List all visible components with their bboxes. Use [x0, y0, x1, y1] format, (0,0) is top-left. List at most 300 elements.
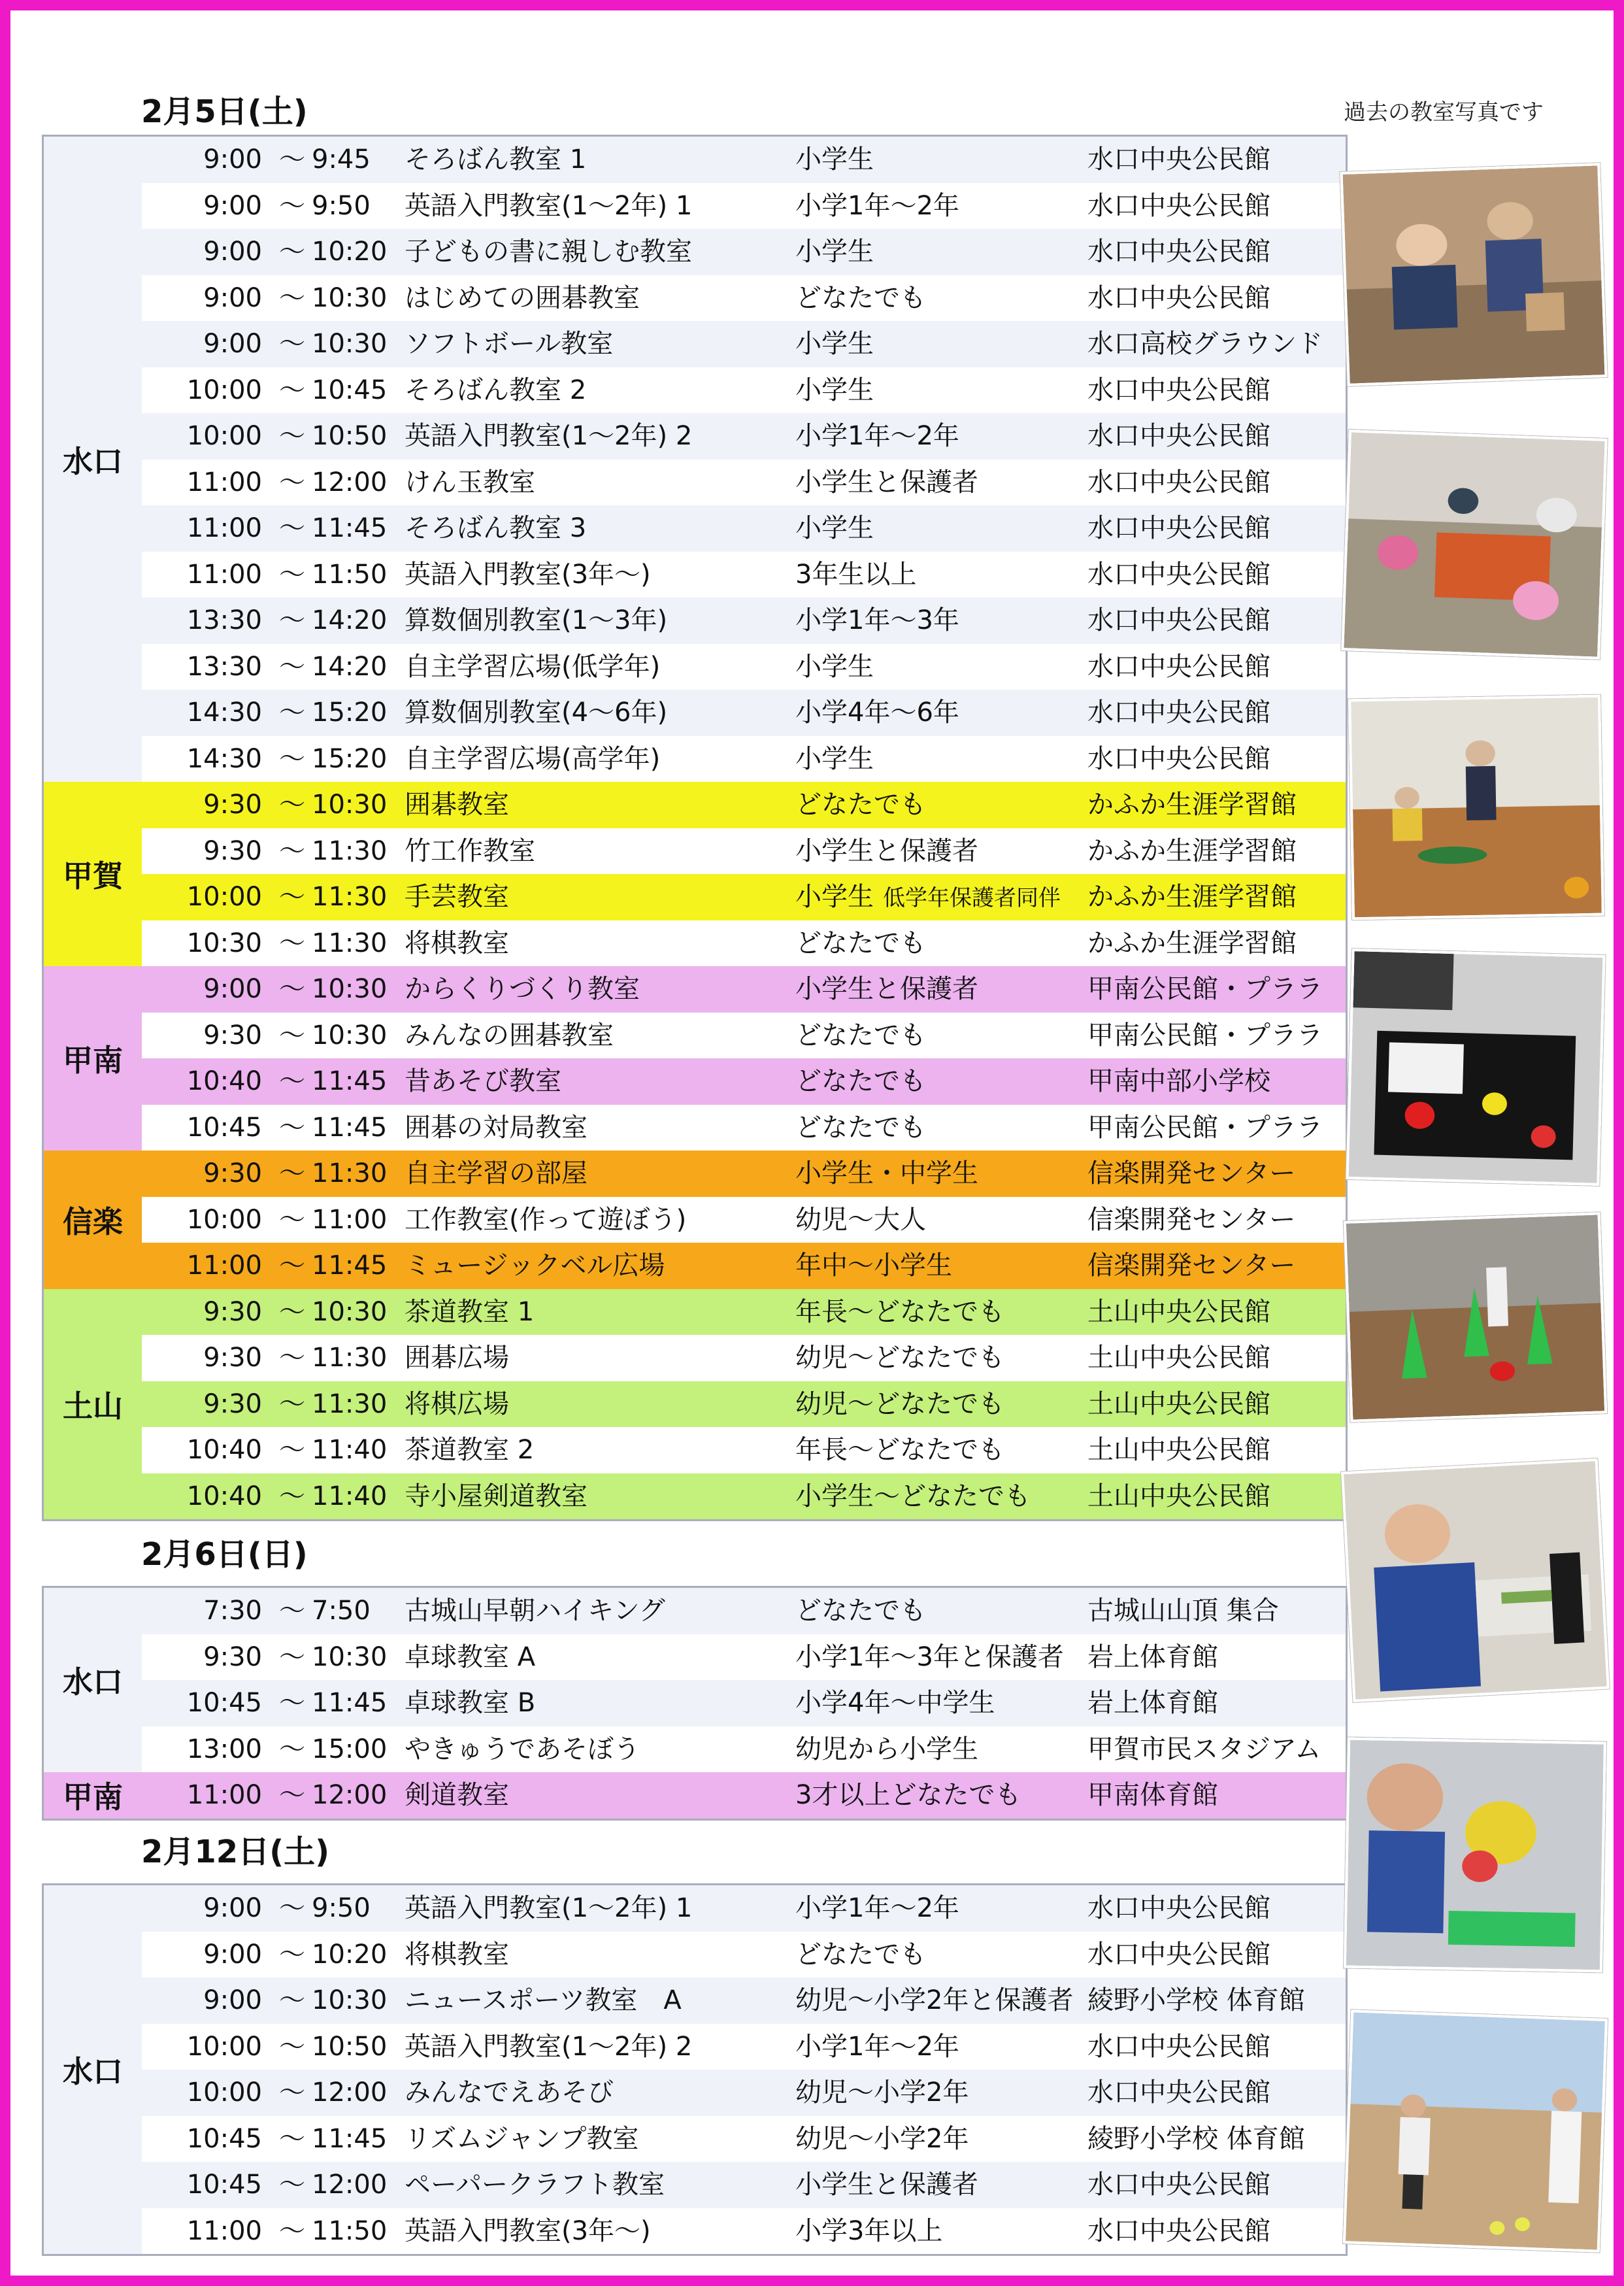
class-name: 将棋教室 [405, 1939, 509, 1970]
venue: 水口中央公民館 [1087, 144, 1270, 175]
tilde-separator: ～ [279, 1020, 305, 1051]
start-time: 9:30 [203, 1388, 262, 1419]
venue: 綾野小学校 体育館 [1087, 1985, 1305, 2015]
table-row [44, 782, 1346, 828]
table-row [44, 2070, 1346, 2116]
end-time: 11:45 [312, 1112, 388, 1143]
end-time: 11:45 [312, 1251, 388, 1281]
classroom-photo-7 [1344, 1738, 1606, 1973]
end-time: 7:50 [312, 1596, 371, 1626]
class-name: 茶道教室 2 [405, 1435, 535, 1465]
class-name: 茶道教室 1 [405, 1296, 535, 1327]
start-time: 9:00 [203, 190, 262, 221]
table-row [44, 275, 1346, 322]
target-audience [795, 1105, 926, 1151]
tilde-separator: ～ [279, 559, 305, 590]
target-audience [795, 367, 874, 414]
class-name: 囲碁の対局教室 [405, 1112, 588, 1143]
class-name: そろばん教室 1 [405, 144, 587, 175]
target-audience [795, 2116, 969, 2162]
date-heading: 2月6日(日) [141, 1536, 308, 1573]
target-audience [795, 1977, 1073, 2024]
start-time: 10:40 [186, 1066, 262, 1096]
start-time: 10:00 [186, 882, 262, 912]
class-name: 自主学習の部屋 [405, 1158, 588, 1188]
venue: 水口高校グラウンド [1087, 329, 1323, 359]
class-name: からくりづくり教室 [405, 974, 640, 1004]
class-name: 自主学習広場(低学年) [405, 651, 661, 682]
target-audience [795, 552, 916, 598]
start-time: 11:00 [186, 559, 262, 590]
tilde-separator: ～ [279, 1985, 305, 2015]
start-time: 11:00 [186, 2215, 262, 2246]
class-name: 手芸教室 [405, 882, 509, 912]
target-main: 小学生 [795, 329, 874, 359]
end-time: 15:20 [312, 743, 388, 774]
table-row [44, 874, 1346, 920]
start-time: 9:30 [203, 1158, 262, 1188]
start-time: 10:00 [186, 2031, 262, 2062]
tilde-separator: ～ [279, 329, 305, 359]
start-time: 9:30 [203, 1296, 262, 1327]
target-main: 年長～どなたでも [795, 1435, 1004, 1465]
area-label: 甲賀 [44, 782, 142, 966]
venue: かふか生涯学習館 [1087, 928, 1297, 958]
table-row [44, 1105, 1346, 1151]
end-time: 10:45 [312, 375, 388, 405]
start-time: 10:45 [186, 1112, 262, 1143]
tilde-separator: ～ [279, 1641, 305, 1672]
venue: 水口中央公民館 [1087, 513, 1270, 543]
start-time: 9:30 [203, 1641, 262, 1672]
venue: 水口中央公民館 [1087, 2077, 1270, 2108]
class-name: 算数個別教室(4～6年) [405, 698, 668, 728]
venue: 土山中央公民館 [1087, 1435, 1270, 1465]
tilde-separator: ～ [279, 974, 305, 1004]
venue: 岩上体育館 [1087, 1688, 1218, 1718]
end-time: 10:30 [312, 1641, 388, 1672]
start-time: 9:00 [203, 1985, 262, 2015]
table-row [44, 1289, 1346, 1336]
tilde-separator: ～ [279, 1481, 305, 1511]
class-name: 自主学習広場(高学年) [405, 743, 661, 774]
target-main: 小学生と保護者 [795, 835, 978, 866]
target-audience [795, 1151, 978, 1197]
end-time: 11:45 [312, 1066, 388, 1096]
tilde-separator: ～ [279, 1158, 305, 1188]
classroom-photo-3 [1348, 695, 1604, 920]
target-main: 幼児～小学2年と保護者 [795, 1985, 1074, 2015]
target-audience [795, 1772, 1021, 1819]
start-time: 9:30 [203, 790, 262, 820]
start-time: 9:00 [203, 1939, 262, 1970]
target-audience [795, 2024, 959, 2070]
table-row [44, 644, 1346, 690]
target-audience [795, 1243, 952, 1289]
target-audience [795, 1013, 926, 1059]
class-name: みんなの囲碁教室 [405, 1020, 614, 1051]
end-time: 15:00 [312, 1734, 388, 1764]
target-main: 小学3年以上 [795, 2215, 943, 2246]
table-row [44, 966, 1346, 1013]
venue: かふか生涯学習館 [1087, 835, 1297, 866]
target-audience [795, 2162, 978, 2208]
start-time: 10:45 [186, 2123, 262, 2154]
venue: 土山中央公民館 [1087, 1481, 1270, 1511]
target-main: 小学生 [795, 375, 874, 405]
area-label: 甲南 [44, 966, 142, 1151]
end-time: 10:30 [312, 974, 388, 1004]
table-row [44, 460, 1346, 506]
target-main: 年長～どなたでも [795, 1296, 1004, 1327]
class-name: 囲碁教室 [405, 790, 509, 820]
table-row [44, 1335, 1346, 1381]
table-row [44, 1932, 1346, 1978]
end-time: 9:50 [312, 1893, 371, 1923]
class-name: 卓球教室 A [405, 1641, 536, 1672]
target-audience [795, 828, 978, 875]
tilde-separator: ～ [279, 2215, 305, 2246]
venue: 甲南公民館・プララ [1087, 974, 1323, 1004]
venue: 甲南公民館・プララ [1087, 1112, 1323, 1143]
start-time: 9:30 [203, 1343, 262, 1373]
area-label: 水口 [44, 1885, 142, 2254]
venue: 信楽開発センター [1087, 1158, 1296, 1188]
table-row [44, 505, 1346, 552]
table-row [44, 321, 1346, 367]
target-main: 幼児～大人 [795, 1204, 926, 1235]
venue: 水口中央公民館 [1087, 375, 1270, 405]
table-row [44, 1427, 1346, 1473]
table-row [44, 183, 1346, 229]
table-row [44, 828, 1346, 875]
target-audience [795, 736, 874, 782]
venue: 水口中央公民館 [1087, 2031, 1270, 2062]
table-row [44, 137, 1346, 183]
start-time: 9:30 [203, 835, 262, 866]
target-main: 小学生と保護者 [795, 2170, 978, 2200]
class-name: リズムジャンプ教室 [405, 2123, 639, 2154]
target-audience [795, 2070, 969, 2116]
venue: 甲南中部小学校 [1087, 1066, 1270, 1096]
target-main: どなたでも [795, 790, 926, 820]
tilde-separator: ～ [279, 190, 305, 221]
start-time: 10:30 [186, 928, 262, 958]
target-main: 小学1年～3年 [795, 605, 959, 635]
class-name: 算数個別教室(1～3年) [405, 605, 668, 635]
table-row [44, 1151, 1346, 1197]
target-main: 小学生と保護者 [795, 974, 978, 1004]
target-main: 小学1年～2年 [795, 190, 959, 221]
end-time: 10:20 [312, 237, 388, 267]
end-time: 11:45 [312, 2123, 388, 2154]
venue: 綾野小学校 体育館 [1087, 2123, 1305, 2154]
target-main: どなたでも [795, 928, 926, 958]
table-row [44, 1772, 1346, 1819]
class-name: 子どもの書に親しむ教室 [405, 237, 692, 267]
end-time: 11:50 [312, 2215, 388, 2246]
table-row [44, 1381, 1346, 1428]
venue: 水口中央公民館 [1087, 651, 1270, 682]
start-time: 7:30 [203, 1596, 262, 1626]
end-time: 14:20 [312, 605, 388, 635]
table-row [44, 1473, 1346, 1520]
target-audience [795, 1885, 959, 1932]
start-time: 14:30 [186, 743, 262, 774]
class-name: ニュースポーツ教室 A [405, 1985, 682, 2015]
class-name: 囲碁広場 [405, 1343, 509, 1373]
target-audience [795, 1381, 1004, 1428]
target-audience [795, 1058, 926, 1105]
class-name: みんなでえあそび [405, 2077, 614, 2108]
tilde-separator: ～ [279, 1939, 305, 1970]
end-time: 11:45 [312, 1688, 388, 1718]
tilde-separator: ～ [279, 698, 305, 728]
target-main: 小学1年～2年 [795, 1893, 959, 1923]
table-row [44, 552, 1346, 598]
tilde-separator: ～ [279, 790, 305, 820]
start-time: 10:40 [186, 1435, 262, 1465]
end-time: 11:45 [312, 513, 388, 543]
tilde-separator: ～ [279, 882, 305, 912]
tilde-separator: ～ [279, 1112, 305, 1143]
target-audience [795, 1634, 1064, 1681]
class-name: はじめての囲碁教室 [405, 282, 640, 313]
end-time: 10:50 [312, 2031, 388, 2062]
tilde-separator: ～ [279, 743, 305, 774]
class-name: 将棋教室 [405, 928, 509, 958]
target-audience [795, 597, 959, 644]
area-label: 信楽 [44, 1151, 142, 1289]
target-audience [795, 1289, 1004, 1336]
target-audience [795, 413, 959, 460]
start-time: 10:00 [186, 1204, 262, 1235]
table-row [44, 1977, 1346, 2024]
class-name: 剣道教室 [405, 1780, 509, 1810]
tilde-separator: ～ [279, 421, 305, 451]
end-time: 10:30 [312, 329, 388, 359]
target-audience [795, 966, 978, 1013]
end-time: 11:00 [312, 1204, 388, 1235]
area-label: 甲南 [44, 1772, 142, 1819]
target-main: 小学4年～中学生 [795, 1688, 995, 1718]
target-main: 小学生 [795, 743, 874, 774]
venue: 甲賀市民スタジアム [1087, 1734, 1321, 1764]
target-audience [795, 690, 959, 736]
date-heading: 2月5日(土) [141, 93, 308, 130]
end-time: 12:00 [312, 467, 388, 497]
tilde-separator: ～ [279, 1388, 305, 1419]
target-main: 小学生 [795, 651, 874, 682]
tilde-separator: ～ [279, 651, 305, 682]
tilde-separator: ～ [279, 1066, 305, 1096]
start-time: 9:00 [203, 144, 262, 175]
target-audience [795, 1473, 1031, 1520]
start-time: 10:00 [186, 2077, 262, 2108]
end-time: 11:40 [312, 1435, 388, 1465]
start-time: 11:00 [186, 1251, 262, 1281]
start-time: 11:00 [186, 467, 262, 497]
tilde-separator: ～ [279, 1596, 305, 1626]
target-audience [795, 1335, 1004, 1381]
end-time: 15:20 [312, 698, 388, 728]
tilde-separator: ～ [279, 282, 305, 313]
venue: 岩上体育館 [1087, 1641, 1218, 1672]
end-time: 11:30 [312, 1158, 388, 1188]
area-label: 水口 [44, 1588, 142, 1772]
classroom-photo-2 [1341, 429, 1608, 660]
target-main: 幼児～小学2年 [795, 2123, 969, 2154]
start-time: 10:45 [186, 1688, 262, 1718]
target-main: 小学1年～2年 [795, 2031, 959, 2062]
table-row [44, 1013, 1346, 1059]
target-audience [795, 782, 926, 828]
venue: 土山中央公民館 [1087, 1296, 1270, 1327]
venue: 水口中央公民館 [1087, 282, 1270, 313]
class-name: やきゅうであそぼう [405, 1734, 640, 1764]
end-time: 10:30 [312, 1020, 388, 1051]
start-time: 10:40 [186, 1481, 262, 1511]
target-audience [795, 321, 874, 367]
area-label: 土山 [44, 1289, 142, 1520]
schedule-table [42, 135, 1348, 1521]
tilde-separator: ～ [279, 2123, 305, 2154]
target-audience [795, 920, 926, 967]
venue: 甲南体育館 [1087, 1780, 1218, 1810]
tilde-separator: ～ [279, 1296, 305, 1327]
end-time: 10:30 [312, 1296, 388, 1327]
end-time: 12:00 [312, 1780, 388, 1810]
venue: 水口中央公民館 [1087, 605, 1270, 635]
class-name: そろばん教室 2 [405, 375, 587, 405]
start-time: 10:45 [186, 2170, 262, 2200]
tilde-separator: ～ [279, 375, 305, 405]
tilde-separator: ～ [279, 1893, 305, 1923]
target-main: 幼児～どなたでも [795, 1388, 1004, 1419]
table-row [44, 920, 1346, 967]
class-name: ソフトボール教室 [405, 329, 614, 359]
venue: 水口中央公民館 [1087, 190, 1270, 221]
target-main: 小学生～どなたでも [795, 1481, 1031, 1511]
classroom-photo-4 [1346, 949, 1605, 1186]
venue: 信楽開発センター [1087, 1204, 1296, 1235]
class-name: 英語入門教室(1～2年) 1 [405, 190, 693, 221]
table-row [44, 1197, 1346, 1243]
table-row [44, 2208, 1346, 2255]
venue: 甲南公民館・プララ [1087, 1020, 1323, 1051]
target-main: どなたでも [795, 1939, 926, 1970]
start-time: 14:30 [186, 698, 262, 728]
target-audience [795, 1726, 978, 1773]
target-main: どなたでも [795, 1112, 926, 1143]
class-name: 工作教室(作って遊ぼう) [405, 1204, 687, 1235]
schedule-table [42, 1586, 1348, 1821]
tilde-separator: ～ [279, 2170, 305, 2200]
classroom-photo-5 [1344, 1212, 1608, 1422]
end-time: 11:30 [312, 835, 388, 866]
end-time: 9:45 [312, 144, 371, 175]
class-name: 英語入門教室(1～2年) 2 [405, 2031, 693, 2062]
tilde-separator: ～ [279, 1204, 305, 1235]
class-name: 英語入門教室(1～2年) 2 [405, 421, 693, 451]
end-time: 12:00 [312, 2077, 388, 2108]
target-main: どなたでも [795, 1020, 926, 1051]
class-name: 英語入門教室(3年～) [405, 2215, 651, 2246]
table-row [44, 229, 1346, 275]
table-row [44, 1634, 1346, 1681]
target-main: どなたでも [795, 1596, 926, 1626]
target-main: 幼児～どなたでも [795, 1343, 1004, 1373]
class-name: ペーパークラフト教室 [405, 2170, 665, 2200]
venue: かふか生涯学習館 [1087, 790, 1297, 820]
target-audience [795, 229, 874, 275]
start-time: 10:00 [186, 421, 262, 451]
target-main: どなたでも [795, 282, 926, 313]
venue: 水口中央公民館 [1087, 743, 1270, 774]
start-time: 9:00 [203, 329, 262, 359]
tilde-separator: ～ [279, 1343, 305, 1373]
target-audience [795, 137, 874, 183]
target-main: 小学4年～6年 [795, 698, 959, 728]
venue: 水口中央公民館 [1087, 698, 1270, 728]
table-row [44, 597, 1346, 644]
venue: 水口中央公民館 [1087, 421, 1270, 451]
tilde-separator: ～ [279, 605, 305, 635]
target-main: 幼児～小学2年 [795, 2077, 969, 2108]
table-row [44, 2024, 1346, 2070]
tilde-separator: ～ [279, 1688, 305, 1718]
start-time: 9:30 [203, 1020, 262, 1051]
class-name: 英語入門教室(1～2年) 1 [405, 1893, 693, 1923]
table-row [44, 367, 1346, 414]
start-time: 10:00 [186, 375, 262, 405]
table-row [44, 2162, 1346, 2208]
class-name: そろばん教室 3 [405, 513, 587, 543]
class-name: 英語入門教室(3年～) [405, 559, 651, 590]
venue: 土山中央公民館 [1087, 1388, 1270, 1419]
target-audience [795, 1197, 926, 1243]
end-time: 11:40 [312, 1481, 388, 1511]
venue: 土山中央公民館 [1087, 1343, 1270, 1373]
target-audience [795, 1427, 1004, 1473]
tilde-separator: ～ [279, 835, 305, 866]
target-main: 3年生以上 [795, 559, 917, 590]
venue: 水口中央公民館 [1087, 467, 1270, 497]
class-name: 昔あそび教室 [405, 1066, 561, 1096]
end-time: 10:50 [312, 421, 388, 451]
venue: 水口中央公民館 [1087, 1893, 1270, 1923]
target-main: どなたでも [795, 1066, 926, 1096]
start-time: 9:00 [203, 237, 262, 267]
table-row [44, 413, 1346, 460]
end-time: 11:30 [312, 1388, 388, 1419]
target-main: 小学1年～3年と保護者 [795, 1641, 1064, 1672]
table-row [44, 1243, 1346, 1289]
tilde-separator: ～ [279, 2077, 305, 2108]
end-time: 10:30 [312, 790, 388, 820]
end-time: 11:50 [312, 559, 388, 590]
table-row [44, 1726, 1346, 1773]
tilde-separator: ～ [279, 928, 305, 958]
class-name: 古城山早朝ハイキング [405, 1596, 665, 1626]
table-row [44, 1885, 1346, 1932]
start-time: 11:00 [186, 1780, 262, 1810]
tilde-separator: ～ [279, 237, 305, 267]
area-label: 水口 [44, 137, 142, 782]
schedule-table [42, 1883, 1348, 2256]
class-name: 竹工作教室 [405, 835, 535, 866]
end-time: 11:30 [312, 1343, 388, 1373]
